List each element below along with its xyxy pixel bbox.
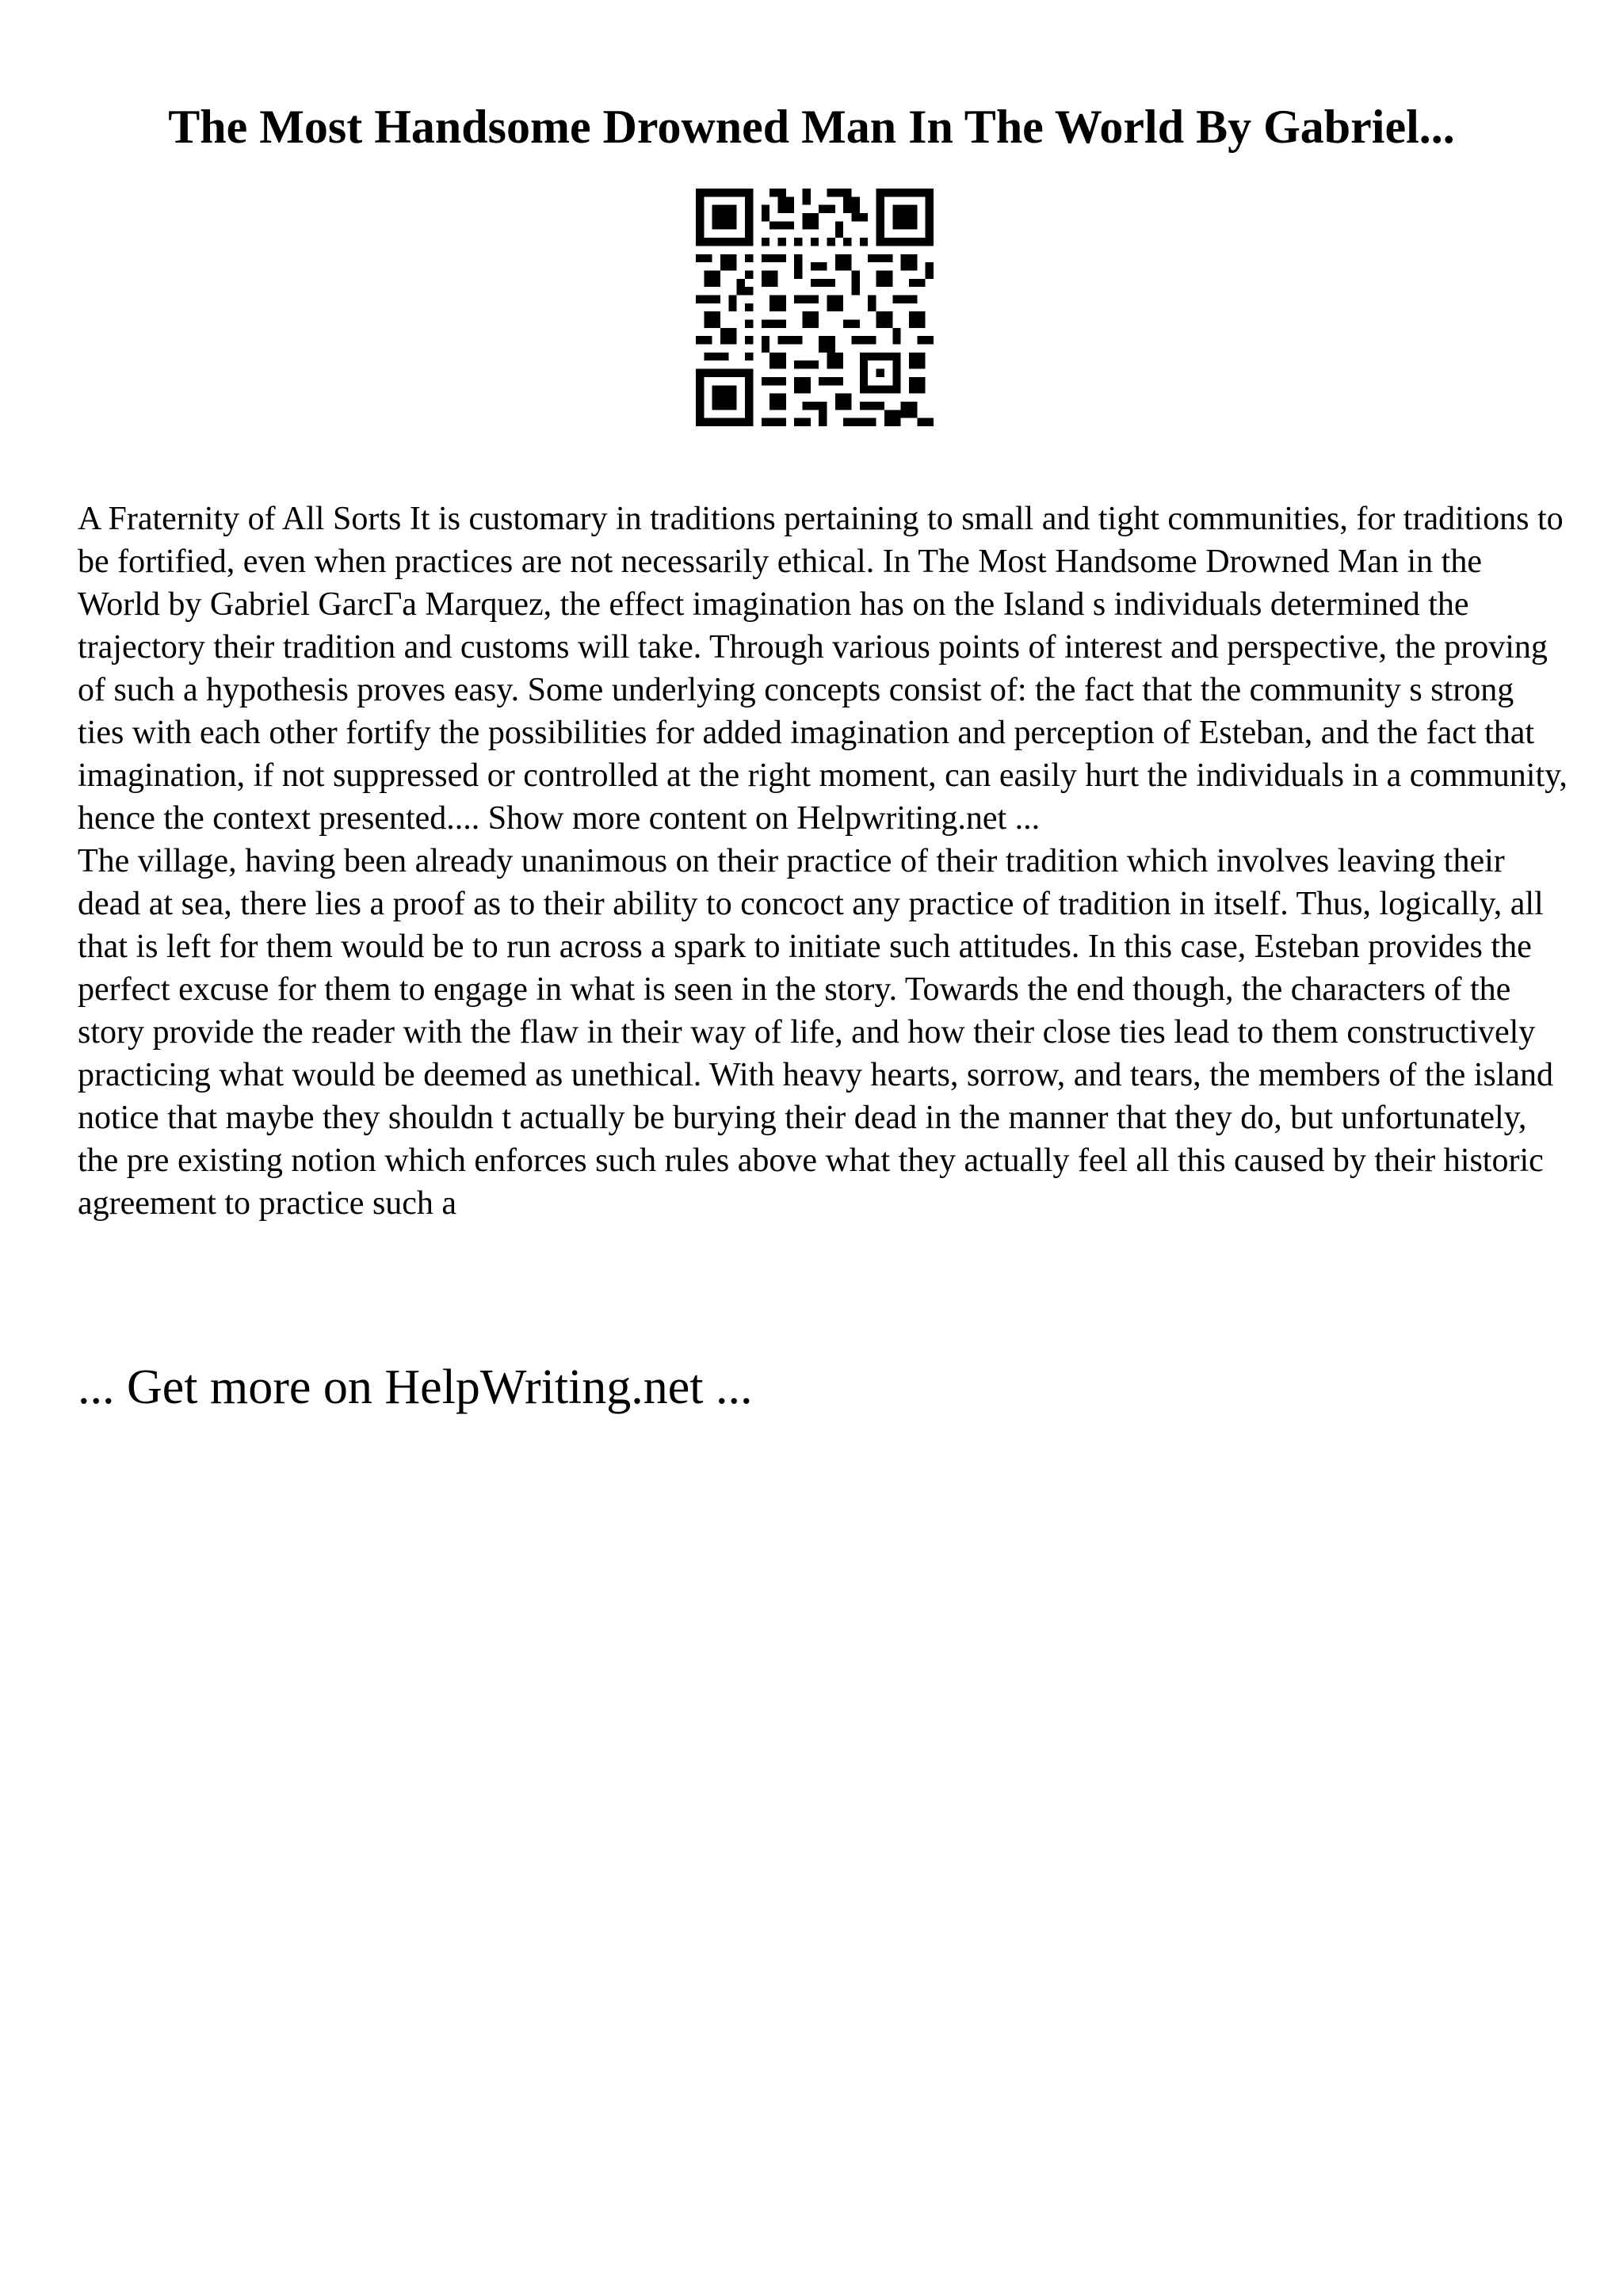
article-body — [78, 498, 1568, 1225]
qr-code-icon — [696, 189, 934, 426]
get-more-link[interactable]: ... Get more on HelpWriting.net ... — [78, 1360, 753, 1414]
document-title: The Most Handsome Drowned Man In The World By Gabriel... — [168, 101, 1455, 153]
article-paragraph: A Fraternity of All Sorts It is customary in traditions pertaining to small and tight communities, for traditions to be fortified, even when practices are not necessarily ethical. In The Most Handsome Drowned Man in the World by Gabriel GarcГa Marquez, the effect imagination has on the Island s individuals determined the trajectory their tradition and customs will take. Through various points of interest and perspective, the proving of such a hypothesis proves easy. Some underlying concepts consist of: the fact that the community s strong ties with each other fortify the possibilities for added imagination and perception of Esteban, and the fact that imagination, if not suppressed or controlled at the right moment, can easily hurt the individuals in a community, hence the context presented.... Show more content on Helpwriting.net ... — [78, 501, 1568, 837]
article-paragraph: The village, having been already unanimous on their practice of their tradition which involves leaving their dead at sea, there lies a proof as to their ability to concoct any practice of tradition in itself. Thus, logically, all that is left for them would be to run across a spark to initiate such attitudes. In this case, Esteban provides the perfect excuse for them to engage in what is seen in the story. Towards the end though, the characters of the story provide the reader with the flaw in their way of life, and how their close ties lead to them constructively practicing what would be deemed as unethical. With heavy hearts, sorrow, and tears, the members of the island notice that maybe they shouldn t actually be burying their dead in the manner that they do, but unfortunately, the pre existing notion which enforces such rules above what they actually feel all this caused by their historic agreement to practice such a — [78, 843, 1554, 1222]
